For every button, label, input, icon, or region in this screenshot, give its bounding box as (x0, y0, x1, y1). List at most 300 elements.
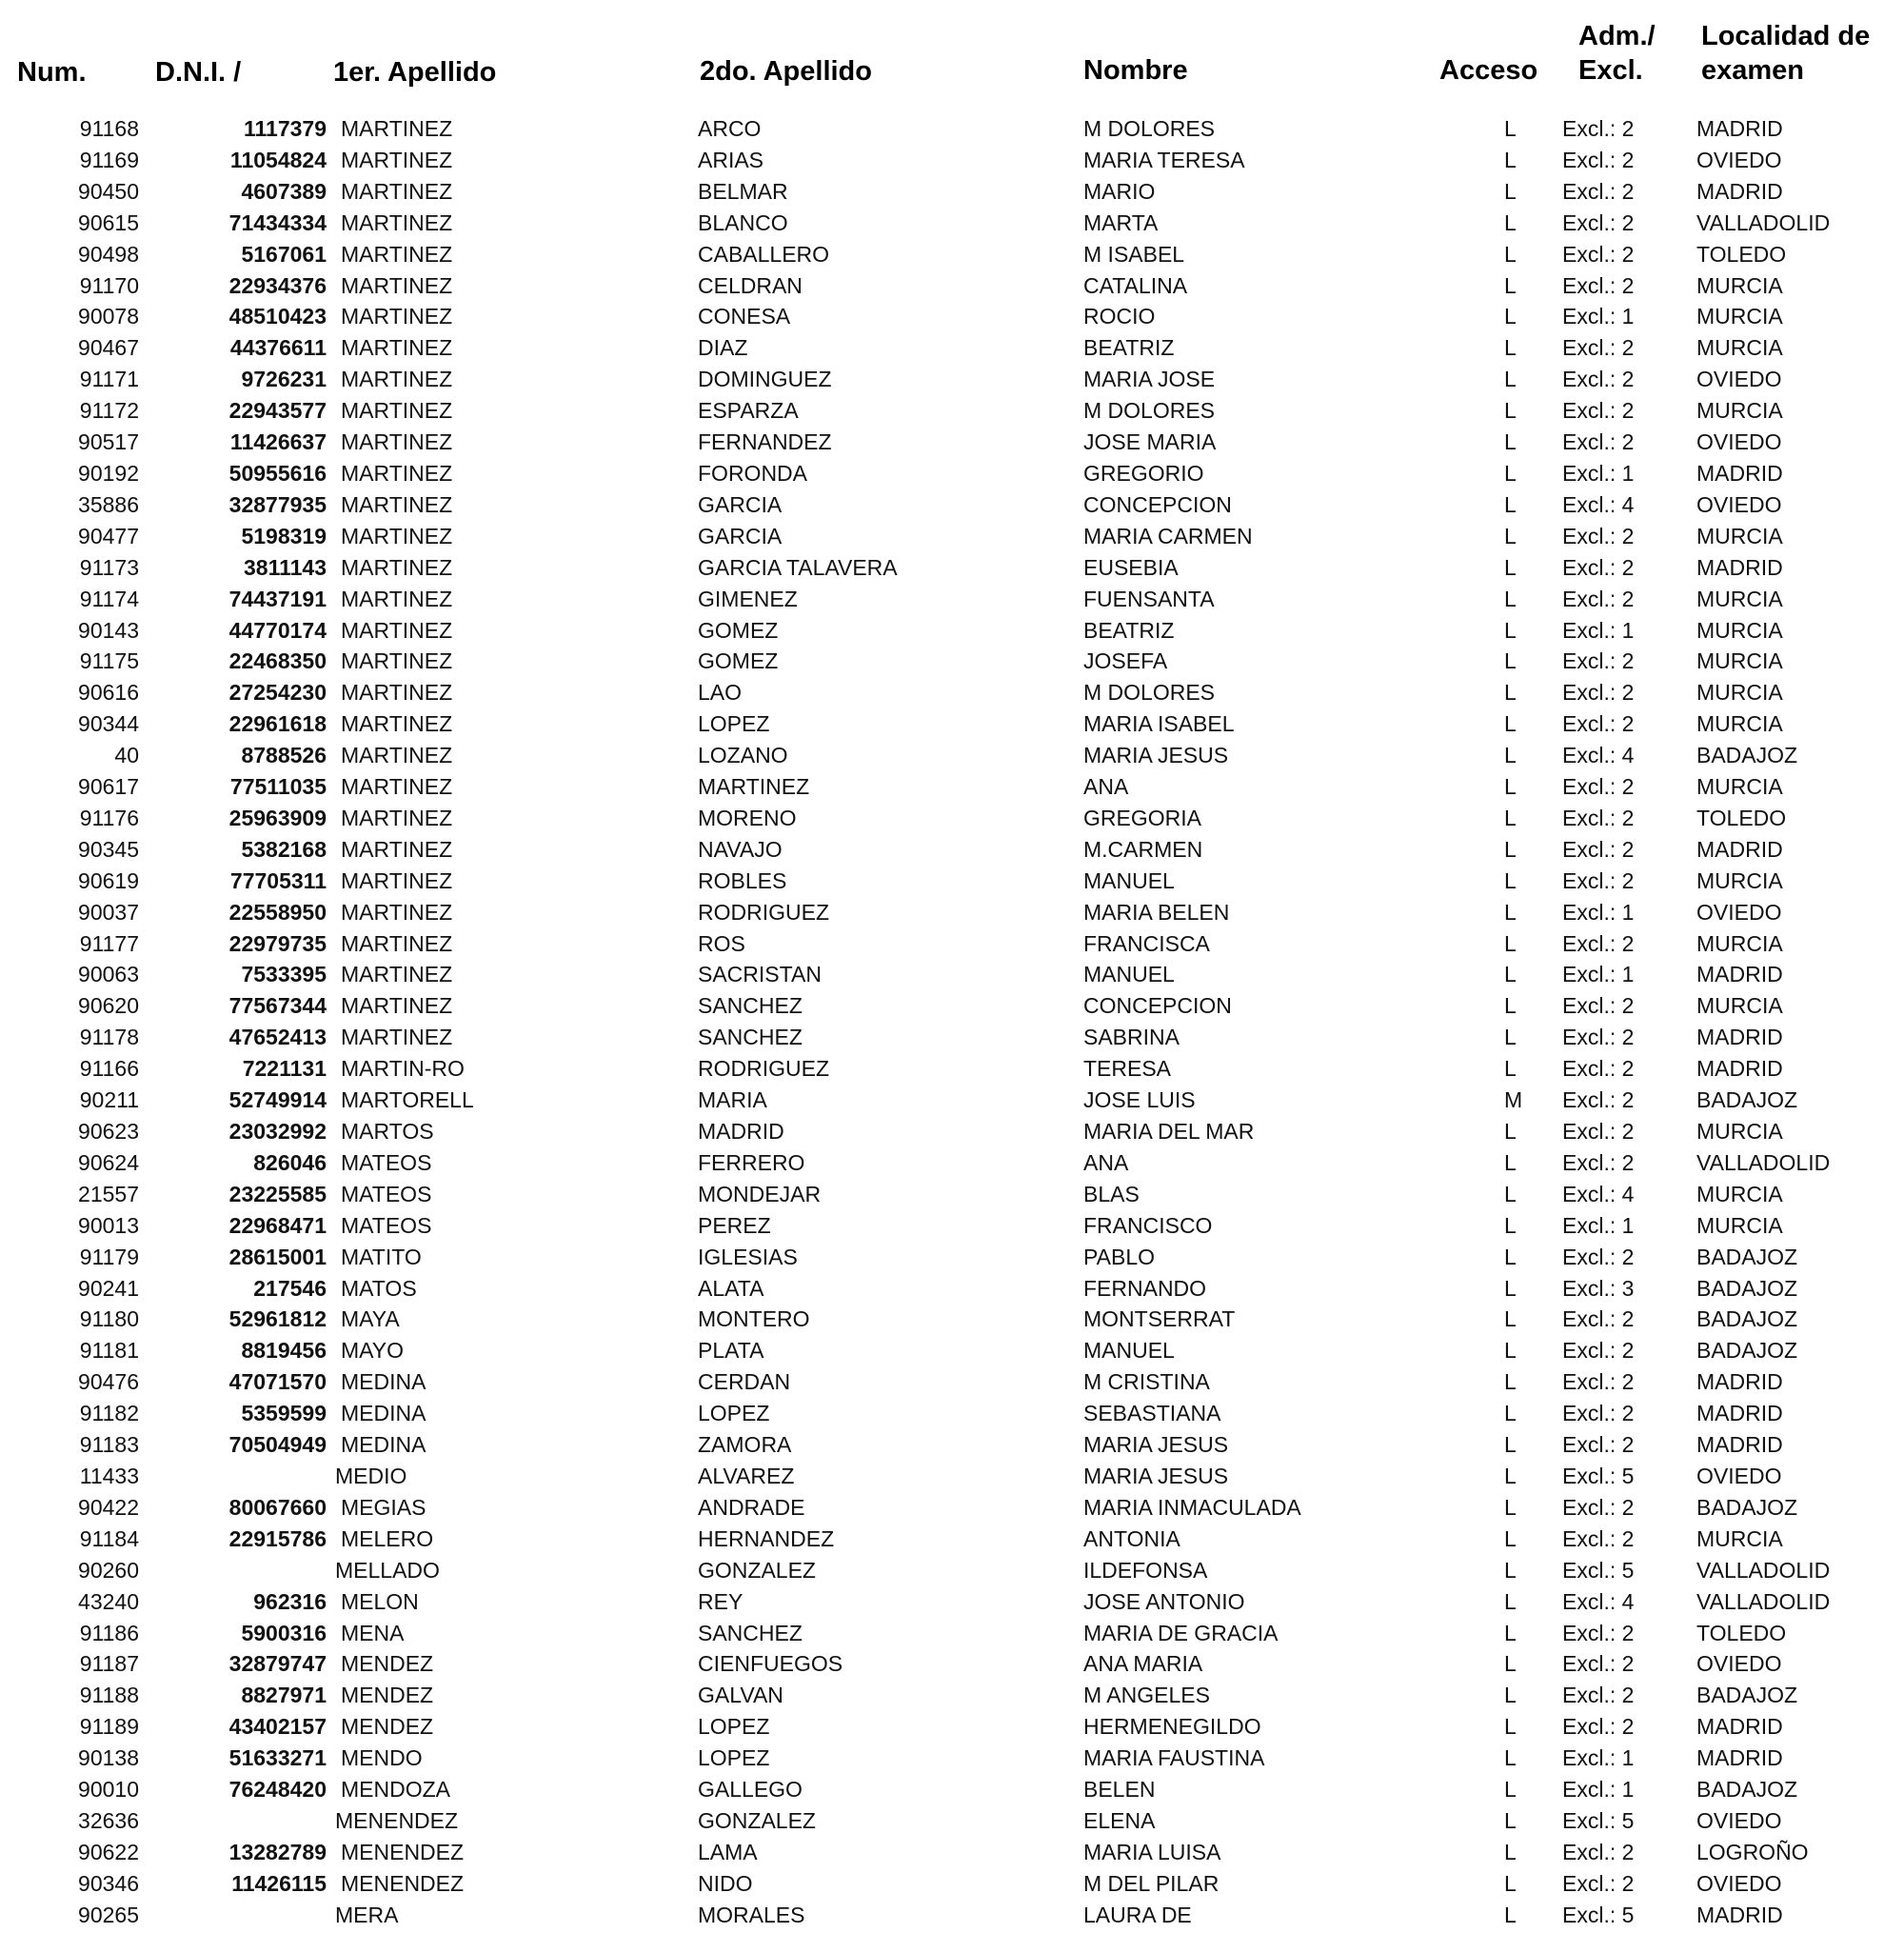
table-row (0, 989, 1904, 1021)
row-adm-excl: Excl.: 4 (1562, 1588, 1635, 1614)
row-acceso: L (1504, 178, 1517, 204)
row-nombre: ANA MARIA (1083, 1651, 1203, 1677)
row-apellido2: DOMINGUEZ (698, 367, 832, 392)
row-adm-excl: Excl.: 2 (1562, 648, 1635, 674)
row-num: 90345 (78, 836, 139, 862)
row-localidad: MURCIA (1696, 1212, 1783, 1238)
row-num: 91187 (79, 1651, 139, 1677)
row-apellido1: MARTINEZ (341, 147, 453, 172)
row-acceso: L (1504, 805, 1517, 830)
row-nombre: M DOLORES (1083, 680, 1216, 706)
row-nombre: MARTA (1083, 209, 1159, 235)
row-nombre: ROCIO (1083, 304, 1156, 329)
row-apellido2: GONZALEZ (698, 1807, 816, 1833)
table-row (0, 645, 1904, 676)
row-acceso: L (1504, 1181, 1517, 1206)
row-acceso: L (1504, 962, 1517, 987)
row-nombre: MONTSERRAT (1083, 1306, 1236, 1332)
row-num: 90192 (78, 460, 139, 486)
row-dni: 27254230 (228, 680, 327, 706)
row-apellido1: MARTINEZ (341, 867, 453, 893)
row-apellido1: MARTINEZ (341, 680, 453, 706)
row-localidad: MADRID (1696, 460, 1783, 486)
row-apellido2: CABALLERO (698, 241, 830, 267)
row-adm-excl: Excl.: 1 (1562, 962, 1635, 987)
row-apellido2: ZAMORA (698, 1432, 792, 1458)
row-adm-excl: Excl.: 2 (1562, 993, 1635, 1019)
row-dni: 32879747 (228, 1651, 327, 1677)
row-apellido2: LOZANO (698, 743, 788, 768)
row-apellido1: MARTINEZ (341, 460, 453, 486)
row-adm-excl: Excl.: 2 (1562, 429, 1635, 455)
row-apellido2: GARCIA (698, 491, 783, 517)
row-dni: 5167061 (241, 241, 327, 267)
table-row (0, 1303, 1904, 1334)
table-row (0, 865, 1904, 896)
row-localidad: MADRID (1696, 1714, 1783, 1740)
row-apellido2: ANDRADE (698, 1494, 805, 1520)
row-adm-excl: Excl.: 4 (1562, 743, 1635, 768)
row-apellido2: REY (698, 1588, 744, 1614)
row-dni: 71434334 (228, 209, 327, 235)
row-dni: 22968471 (228, 1212, 327, 1238)
row-nombre: MANUEL (1083, 962, 1175, 987)
header-adm-line1: Adm./ (1578, 21, 1656, 51)
row-num: 91170 (79, 272, 139, 298)
row-acceso: L (1504, 1839, 1517, 1864)
row-acceso: L (1504, 680, 1517, 706)
row-num: 91169 (79, 147, 139, 172)
row-num: 91182 (79, 1401, 139, 1426)
row-acceso: L (1504, 743, 1517, 768)
row-apellido1: MARTINEZ (341, 429, 453, 455)
row-apellido2: MONTERO (698, 1306, 810, 1332)
row-nombre: CONCEPCION (1083, 993, 1232, 1019)
header-nombre: Nombre (1083, 55, 1188, 86)
row-apellido1: MARTINEZ (341, 899, 453, 925)
table-row (0, 1773, 1904, 1804)
row-apellido1: MARTINEZ (341, 491, 453, 517)
row-dni: 4607389 (241, 178, 327, 204)
row-apellido2: MONDEJAR (698, 1181, 822, 1206)
row-apellido2: PEREZ (698, 1212, 771, 1238)
row-adm-excl: Excl.: 1 (1562, 1777, 1635, 1803)
row-dni: 5382168 (241, 836, 327, 862)
table-row (0, 1146, 1904, 1178)
row-apellido2: SANCHEZ (698, 1620, 803, 1645)
row-acceso: L (1504, 1025, 1517, 1050)
row-localidad: MADRID (1696, 1745, 1783, 1771)
table-row (0, 426, 1904, 457)
table-row (0, 520, 1904, 551)
row-apellido1: MARTINEZ (341, 272, 453, 298)
row-adm-excl: Excl.: 2 (1562, 241, 1635, 267)
row-apellido2: ROBLES (698, 867, 787, 893)
row-acceso: L (1504, 1525, 1517, 1551)
row-apellido2: ARIAS (698, 147, 764, 172)
row-nombre: ELENA (1083, 1807, 1156, 1833)
row-adm-excl: Excl.: 2 (1562, 1306, 1635, 1332)
row-apellido2: MARIA (698, 1087, 767, 1113)
row-acceso: L (1504, 523, 1517, 548)
table-row (0, 363, 1904, 394)
row-dni: 77511035 (229, 774, 327, 800)
row-dni: 52749914 (228, 1087, 327, 1113)
table-row (0, 707, 1904, 739)
row-dni: 50955616 (228, 460, 327, 486)
table-row (0, 1554, 1904, 1585)
row-apellido2: NAVAJO (698, 836, 783, 862)
row-num: 90422 (78, 1494, 139, 1520)
row-adm-excl: Excl.: 2 (1562, 178, 1635, 204)
table-row (0, 1523, 1904, 1554)
row-num: 90143 (78, 617, 139, 643)
row-apellido1: MATEOS (341, 1212, 432, 1238)
row-nombre: SABRINA (1083, 1025, 1180, 1050)
row-nombre: MARIA JESUS (1083, 743, 1229, 768)
row-acceso: L (1504, 1338, 1517, 1364)
row-localidad: MURCIA (1696, 272, 1783, 298)
row-adm-excl: Excl.: 2 (1562, 335, 1635, 361)
row-apellido2: ESPARZA (698, 398, 799, 424)
row-localidad: MADRID (1696, 1902, 1783, 1927)
row-localidad: MURCIA (1696, 1525, 1783, 1551)
table-row (0, 1241, 1904, 1272)
row-dni: 13282789 (228, 1839, 327, 1864)
row-num: 91184 (79, 1525, 139, 1551)
row-acceso: L (1504, 116, 1517, 141)
row-localidad: OVIEDO (1696, 1651, 1782, 1677)
table-row (0, 144, 1904, 175)
row-acceso: L (1504, 774, 1517, 800)
row-acceso: L (1504, 1777, 1517, 1803)
row-num: 90241 (78, 1275, 139, 1301)
row-apellido2: BLANCO (698, 209, 788, 235)
row-apellido1: MARTINEZ (341, 178, 453, 204)
row-apellido1: MARTINEZ (341, 805, 453, 830)
row-num: 21557 (78, 1181, 139, 1206)
row-apellido2: GOMEZ (698, 617, 779, 643)
row-adm-excl: Excl.: 2 (1562, 711, 1635, 737)
row-localidad: BADAJOZ (1696, 1306, 1798, 1332)
row-nombre: MANUEL (1083, 867, 1175, 893)
table-row (0, 583, 1904, 614)
row-nombre: MARIA FAUSTINA (1083, 1745, 1265, 1771)
table-row (0, 802, 1904, 833)
table-row (0, 1617, 1904, 1648)
row-apellido1: MARTINEZ (341, 962, 453, 987)
row-dni: 22961618 (228, 711, 327, 737)
row-apellido2: LOPEZ (698, 711, 770, 737)
row-apellido1: MARTINEZ (341, 930, 453, 956)
row-num: 90138 (78, 1745, 139, 1771)
row-apellido1: MARTINEZ (341, 554, 453, 580)
row-dni: 217546 (253, 1275, 327, 1301)
row-acceso: L (1504, 460, 1517, 486)
row-num: 90622 (78, 1839, 139, 1864)
row-localidad: BADAJOZ (1696, 1338, 1798, 1364)
row-apellido1: MATEOS (341, 1149, 432, 1175)
row-num: 91174 (79, 586, 139, 611)
table-row (0, 1052, 1904, 1084)
row-nombre: JOSE ANTONIO (1083, 1588, 1245, 1614)
table-row (0, 1178, 1904, 1209)
row-apellido2: CELDRAN (698, 272, 803, 298)
table-row (0, 1272, 1904, 1304)
row-dni: 77567344 (228, 993, 327, 1019)
row-adm-excl: Excl.: 2 (1562, 1401, 1635, 1426)
table-row (0, 770, 1904, 802)
row-acceso: L (1504, 1683, 1517, 1708)
row-dni: 11426115 (231, 1870, 327, 1896)
table-row (0, 457, 1904, 488)
row-localidad: OVIEDO (1696, 367, 1782, 392)
row-num: 91173 (79, 554, 139, 580)
table-row (0, 488, 1904, 520)
row-nombre: MARIA INMACULADA (1083, 1494, 1301, 1520)
row-num: 90063 (78, 962, 139, 987)
row-apellido1: MATOS (341, 1275, 417, 1301)
row-adm-excl: Excl.: 4 (1562, 491, 1635, 517)
row-dni: 3811143 (243, 554, 327, 580)
table-row (0, 300, 1904, 331)
row-localidad: BADAJOZ (1696, 1087, 1798, 1113)
row-num: 90010 (78, 1777, 139, 1803)
row-dni: 44770174 (228, 617, 327, 643)
row-dni: 44376611 (229, 335, 327, 361)
row-localidad: MADRID (1696, 836, 1783, 862)
row-acceso: L (1504, 398, 1517, 424)
row-apellido1: MARTINEZ (341, 743, 453, 768)
row-localidad: BADAJOZ (1696, 1683, 1798, 1708)
row-num: 91189 (79, 1714, 139, 1740)
row-num: 90476 (78, 1369, 139, 1395)
row-apellido2: ALVAREZ (698, 1463, 795, 1488)
row-nombre: M DOLORES (1083, 116, 1216, 141)
row-localidad: OVIEDO (1696, 147, 1782, 172)
row-apellido1: MENA (341, 1620, 405, 1645)
row-adm-excl: Excl.: 2 (1562, 1369, 1635, 1395)
row-adm-excl: Excl.: 2 (1562, 367, 1635, 392)
row-adm-excl: Excl.: 2 (1562, 680, 1635, 706)
row-adm-excl: Excl.: 2 (1562, 523, 1635, 548)
row-num: 91168 (79, 116, 139, 141)
table-row (0, 1365, 1904, 1397)
row-dni: 22979735 (228, 930, 327, 956)
row-nombre: CONCEPCION (1083, 491, 1232, 517)
row-acceso: L (1504, 1557, 1517, 1583)
row-apellido2: BELMAR (698, 178, 788, 204)
row-dni: 80067660 (228, 1494, 327, 1520)
header-localidad-line2: examen (1701, 55, 1805, 86)
table-row (0, 1804, 1904, 1836)
row-acceso: L (1504, 1306, 1517, 1332)
row-dni: 22934376 (228, 272, 327, 298)
row-adm-excl: Excl.: 1 (1562, 617, 1635, 643)
row-nombre: M ANGELES (1083, 1683, 1210, 1708)
row-apellido1: MENENDEZ (341, 1870, 465, 1896)
row-acceso: L (1504, 1149, 1517, 1175)
row-adm-excl: Excl.: 2 (1562, 398, 1635, 424)
row-num: 91177 (79, 930, 139, 956)
table-row (0, 1209, 1904, 1241)
row-acceso: L (1504, 241, 1517, 267)
row-apellido1: MEDINA (341, 1401, 426, 1426)
row-apellido2: CIENFUEGOS (698, 1651, 843, 1677)
row-num: 90617 (78, 774, 139, 800)
row-apellido1: MERA (335, 1902, 399, 1927)
row-localidad: MURCIA (1696, 335, 1783, 361)
row-acceso: L (1504, 1714, 1517, 1740)
row-adm-excl: Excl.: 2 (1562, 1714, 1635, 1740)
row-localidad: MADRID (1696, 554, 1783, 580)
row-adm-excl: Excl.: 2 (1562, 554, 1635, 580)
row-apellido1: MARTINEZ (341, 241, 453, 267)
row-dni: 22943577 (228, 398, 327, 424)
row-apellido2: GARCIA TALAVERA (698, 554, 898, 580)
row-apellido2: ROS (698, 930, 745, 956)
row-dni: 74437191 (228, 586, 327, 611)
header-adm-excl (1578, 19, 1656, 88)
row-apellido1: MATEOS (341, 1181, 432, 1206)
row-localidad: MURCIA (1696, 398, 1783, 424)
row-num: 90078 (78, 304, 139, 329)
row-adm-excl: Excl.: 5 (1562, 1902, 1635, 1927)
row-adm-excl: Excl.: 2 (1562, 774, 1635, 800)
row-localidad: MURCIA (1696, 586, 1783, 611)
row-apellido1: MATITO (341, 1244, 422, 1269)
row-num: 90517 (78, 429, 139, 455)
table-row (0, 269, 1904, 301)
row-apellido1: MARTINEZ (341, 304, 453, 329)
row-dni: 826046 (253, 1149, 327, 1175)
row-apellido2: RODRIGUEZ (698, 1056, 829, 1082)
row-apellido1: MARTINEZ (341, 209, 453, 235)
row-adm-excl: Excl.: 1 (1562, 304, 1635, 329)
row-apellido1: MARTIN-RO (341, 1056, 465, 1082)
row-localidad: MADRID (1696, 962, 1783, 987)
row-acceso: L (1504, 1870, 1517, 1896)
row-acceso: L (1504, 711, 1517, 737)
row-adm-excl: Excl.: 2 (1562, 1839, 1635, 1864)
table-row (0, 676, 1904, 707)
row-dni: 5900316 (241, 1620, 327, 1645)
row-num: 90620 (78, 993, 139, 1019)
row-apellido1: MELON (341, 1588, 419, 1614)
row-localidad: MURCIA (1696, 867, 1783, 893)
row-acceso: L (1504, 617, 1517, 643)
row-apellido2: IGLESIAS (698, 1244, 798, 1269)
row-localidad: LOGROÑO (1696, 1839, 1809, 1864)
row-adm-excl: Excl.: 4 (1562, 1181, 1635, 1206)
row-nombre: FRANCISCA (1083, 930, 1210, 956)
row-localidad: VALLADOLID (1696, 1557, 1831, 1583)
row-num: 91181 (79, 1338, 139, 1364)
row-localidad: VALLADOLID (1696, 1149, 1831, 1175)
row-dni: 7533395 (241, 962, 327, 987)
row-apellido2: CERDAN (698, 1369, 791, 1395)
row-adm-excl: Excl.: 2 (1562, 1432, 1635, 1458)
row-acceso: L (1504, 367, 1517, 392)
row-nombre: BELEN (1083, 1777, 1156, 1803)
row-nombre: HERMENEGILDO (1083, 1714, 1261, 1740)
row-apellido2: ALATA (698, 1275, 764, 1301)
row-localidad: MADRID (1696, 1401, 1783, 1426)
row-num: 91183 (79, 1432, 139, 1458)
row-nombre: MARIA TERESA (1083, 147, 1245, 172)
row-acceso: L (1504, 1620, 1517, 1645)
row-acceso: L (1504, 1244, 1517, 1269)
row-num: 90346 (78, 1870, 139, 1896)
row-localidad: TOLEDO (1696, 1620, 1787, 1645)
row-localidad: OVIEDO (1696, 1463, 1782, 1488)
row-adm-excl: Excl.: 5 (1562, 1463, 1635, 1488)
row-localidad: MADRID (1696, 116, 1783, 141)
row-num: 91176 (79, 805, 139, 830)
row-acceso: L (1504, 930, 1517, 956)
row-dni: 11426637 (229, 429, 327, 455)
row-apellido1: MARTINEZ (341, 1025, 453, 1050)
row-acceso: L (1504, 1463, 1517, 1488)
row-dni: 47652413 (228, 1025, 327, 1050)
row-nombre: M ISABEL (1083, 241, 1185, 267)
row-apellido1: MARTINEZ (341, 586, 453, 611)
row-dni: 5359599 (241, 1401, 327, 1426)
row-nombre: MANUEL (1083, 1338, 1175, 1364)
row-num: 90619 (78, 867, 139, 893)
row-apellido2: GARCIA (698, 523, 783, 548)
row-apellido2: GALVAN (698, 1683, 783, 1708)
row-dni: 11054824 (229, 147, 327, 172)
table-row (0, 1460, 1904, 1491)
row-num: 90467 (78, 335, 139, 361)
row-apellido1: MEDINA (341, 1432, 426, 1458)
row-apellido1: MARTORELL (341, 1087, 474, 1113)
row-dni: 5198319 (241, 523, 327, 548)
row-nombre: EUSEBIA (1083, 554, 1179, 580)
row-localidad: TOLEDO (1696, 805, 1787, 830)
table-row (0, 1647, 1904, 1679)
row-num: 90265 (78, 1902, 139, 1927)
row-apellido1: MARTINEZ (341, 711, 453, 737)
row-apellido2: ARCO (698, 116, 762, 141)
row-num: 11433 (79, 1463, 139, 1488)
row-adm-excl: Excl.: 2 (1562, 1056, 1635, 1082)
row-apellido2: LAMA (698, 1839, 758, 1864)
row-nombre: ANTONIA (1083, 1525, 1180, 1551)
row-num: 91188 (79, 1683, 139, 1708)
row-num: 90450 (78, 178, 139, 204)
row-apellido1: MENDO (341, 1745, 423, 1771)
row-dni: 8788526 (241, 743, 327, 768)
table-row (0, 1710, 1904, 1742)
row-num: 90477 (78, 523, 139, 548)
row-localidad: MURCIA (1696, 993, 1783, 1019)
row-adm-excl: Excl.: 2 (1562, 1494, 1635, 1520)
row-adm-excl: Excl.: 2 (1562, 1087, 1635, 1113)
row-acceso: L (1504, 1401, 1517, 1426)
row-nombre: MARIA JOSE (1083, 367, 1216, 392)
candidate-table (0, 112, 1904, 1930)
row-dni: 25963909 (228, 805, 327, 830)
row-nombre: BEATRIZ (1083, 617, 1175, 643)
row-num: 91180 (79, 1306, 139, 1332)
row-num: 90260 (78, 1557, 139, 1583)
row-acceso: L (1504, 1588, 1517, 1614)
row-dni: 8819456 (241, 1338, 327, 1364)
row-dni: 77705311 (229, 867, 327, 893)
row-nombre: TERESA (1083, 1056, 1172, 1082)
